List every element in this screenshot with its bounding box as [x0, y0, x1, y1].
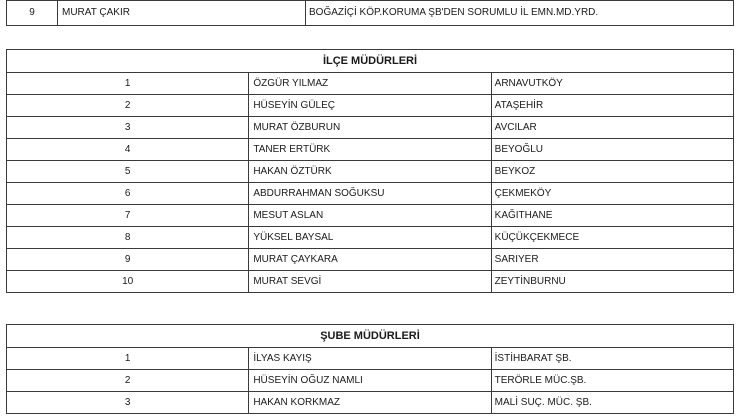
row-position: SARIYER — [491, 249, 733, 271]
row-position: İSTİHBARAT ŞB. — [491, 348, 733, 370]
ilce-mudurleri-table — [6, 49, 734, 293]
row-number: 9 — [7, 1, 58, 26]
table-row — [7, 348, 734, 370]
row-position: KÜÇÜKÇEKMECE — [491, 227, 733, 249]
row-number: 3 — [7, 117, 249, 139]
row-number: 4 — [7, 139, 249, 161]
row-name: YÜKSEL BAYSAL — [249, 227, 491, 249]
table-row — [7, 95, 734, 117]
table-row — [7, 117, 734, 139]
row-number: 9 — [7, 249, 249, 271]
row-number: 2 — [7, 95, 249, 117]
table-row — [7, 271, 734, 293]
table-header-row — [7, 50, 734, 73]
row-name: TANER ERTÜRK — [249, 139, 491, 161]
table-row — [7, 227, 734, 249]
row-position: AVCILAR — [491, 117, 733, 139]
table-row — [7, 139, 734, 161]
table-row — [7, 161, 734, 183]
row-position: ARNAVUTKÖY — [491, 73, 733, 95]
row-name: HÜSEYİN GÜLEÇ — [249, 95, 491, 117]
table-row — [7, 249, 734, 271]
row-name: HÜSEYİN OĞUZ NAMLI — [249, 370, 491, 392]
row-number: 10 — [7, 271, 249, 293]
row-number: 8 — [7, 227, 249, 249]
table-row — [7, 183, 734, 205]
row-name: ABDURRAHMAN SOĞUKSU — [249, 183, 491, 205]
row-position: KAĞITHANE — [491, 205, 733, 227]
row-position: TERÖRLE MÜC.ŞB. — [491, 370, 733, 392]
row-number: 6 — [7, 183, 249, 205]
row-number: 2 — [7, 370, 249, 392]
row-position: MALİ SUÇ. MÜC. ŞB. — [491, 392, 733, 414]
row-name: MURAT ÖZBURUN — [249, 117, 491, 139]
row-number: 1 — [7, 73, 249, 95]
row-number: 7 — [7, 205, 249, 227]
table-row — [7, 73, 734, 95]
row-name: İLYAS KAYIŞ — [249, 348, 491, 370]
row-number: 1 — [7, 348, 249, 370]
row-number: 3 — [7, 392, 249, 414]
row-name: MURAT SEVGİ — [249, 271, 491, 293]
table-row — [7, 392, 734, 414]
top-table — [6, 0, 734, 26]
row-name: HAKAN KORKMAZ — [249, 392, 491, 414]
ilce-table-title: İLÇE MÜDÜRLERİ — [7, 50, 734, 73]
row-name: MURAT ÇAKIR — [58, 1, 306, 26]
row-number: 5 — [7, 161, 249, 183]
table-header-row — [7, 325, 734, 348]
row-position: BEYOĞLU — [491, 139, 733, 161]
row-name: MESUT ASLAN — [249, 205, 491, 227]
row-position: ÇEKMEKÖY — [491, 183, 733, 205]
row-position: BEYKOZ — [491, 161, 733, 183]
row-name: ÖZGÜR YILMAZ — [249, 73, 491, 95]
table-row — [7, 370, 734, 392]
sube-table-title: ŞUBE MÜDÜRLERİ — [7, 325, 734, 348]
sube-mudurleri-table — [6, 324, 734, 414]
row-position: ATAŞEHİR — [491, 95, 733, 117]
table-row — [7, 1, 734, 26]
row-position: ZEYTİNBURNU — [491, 271, 733, 293]
row-name: HAKAN ÖZTÜRK — [249, 161, 491, 183]
row-position: BOĞAZİÇİ KÖP.KORUMA ŞB'DEN SORUMLU İL EMN.MD.YRD. — [306, 1, 734, 26]
sube-table-body — [7, 348, 734, 414]
ilce-table-body — [7, 73, 734, 293]
row-name: MURAT ÇAYKARA — [249, 249, 491, 271]
table-row — [7, 205, 734, 227]
